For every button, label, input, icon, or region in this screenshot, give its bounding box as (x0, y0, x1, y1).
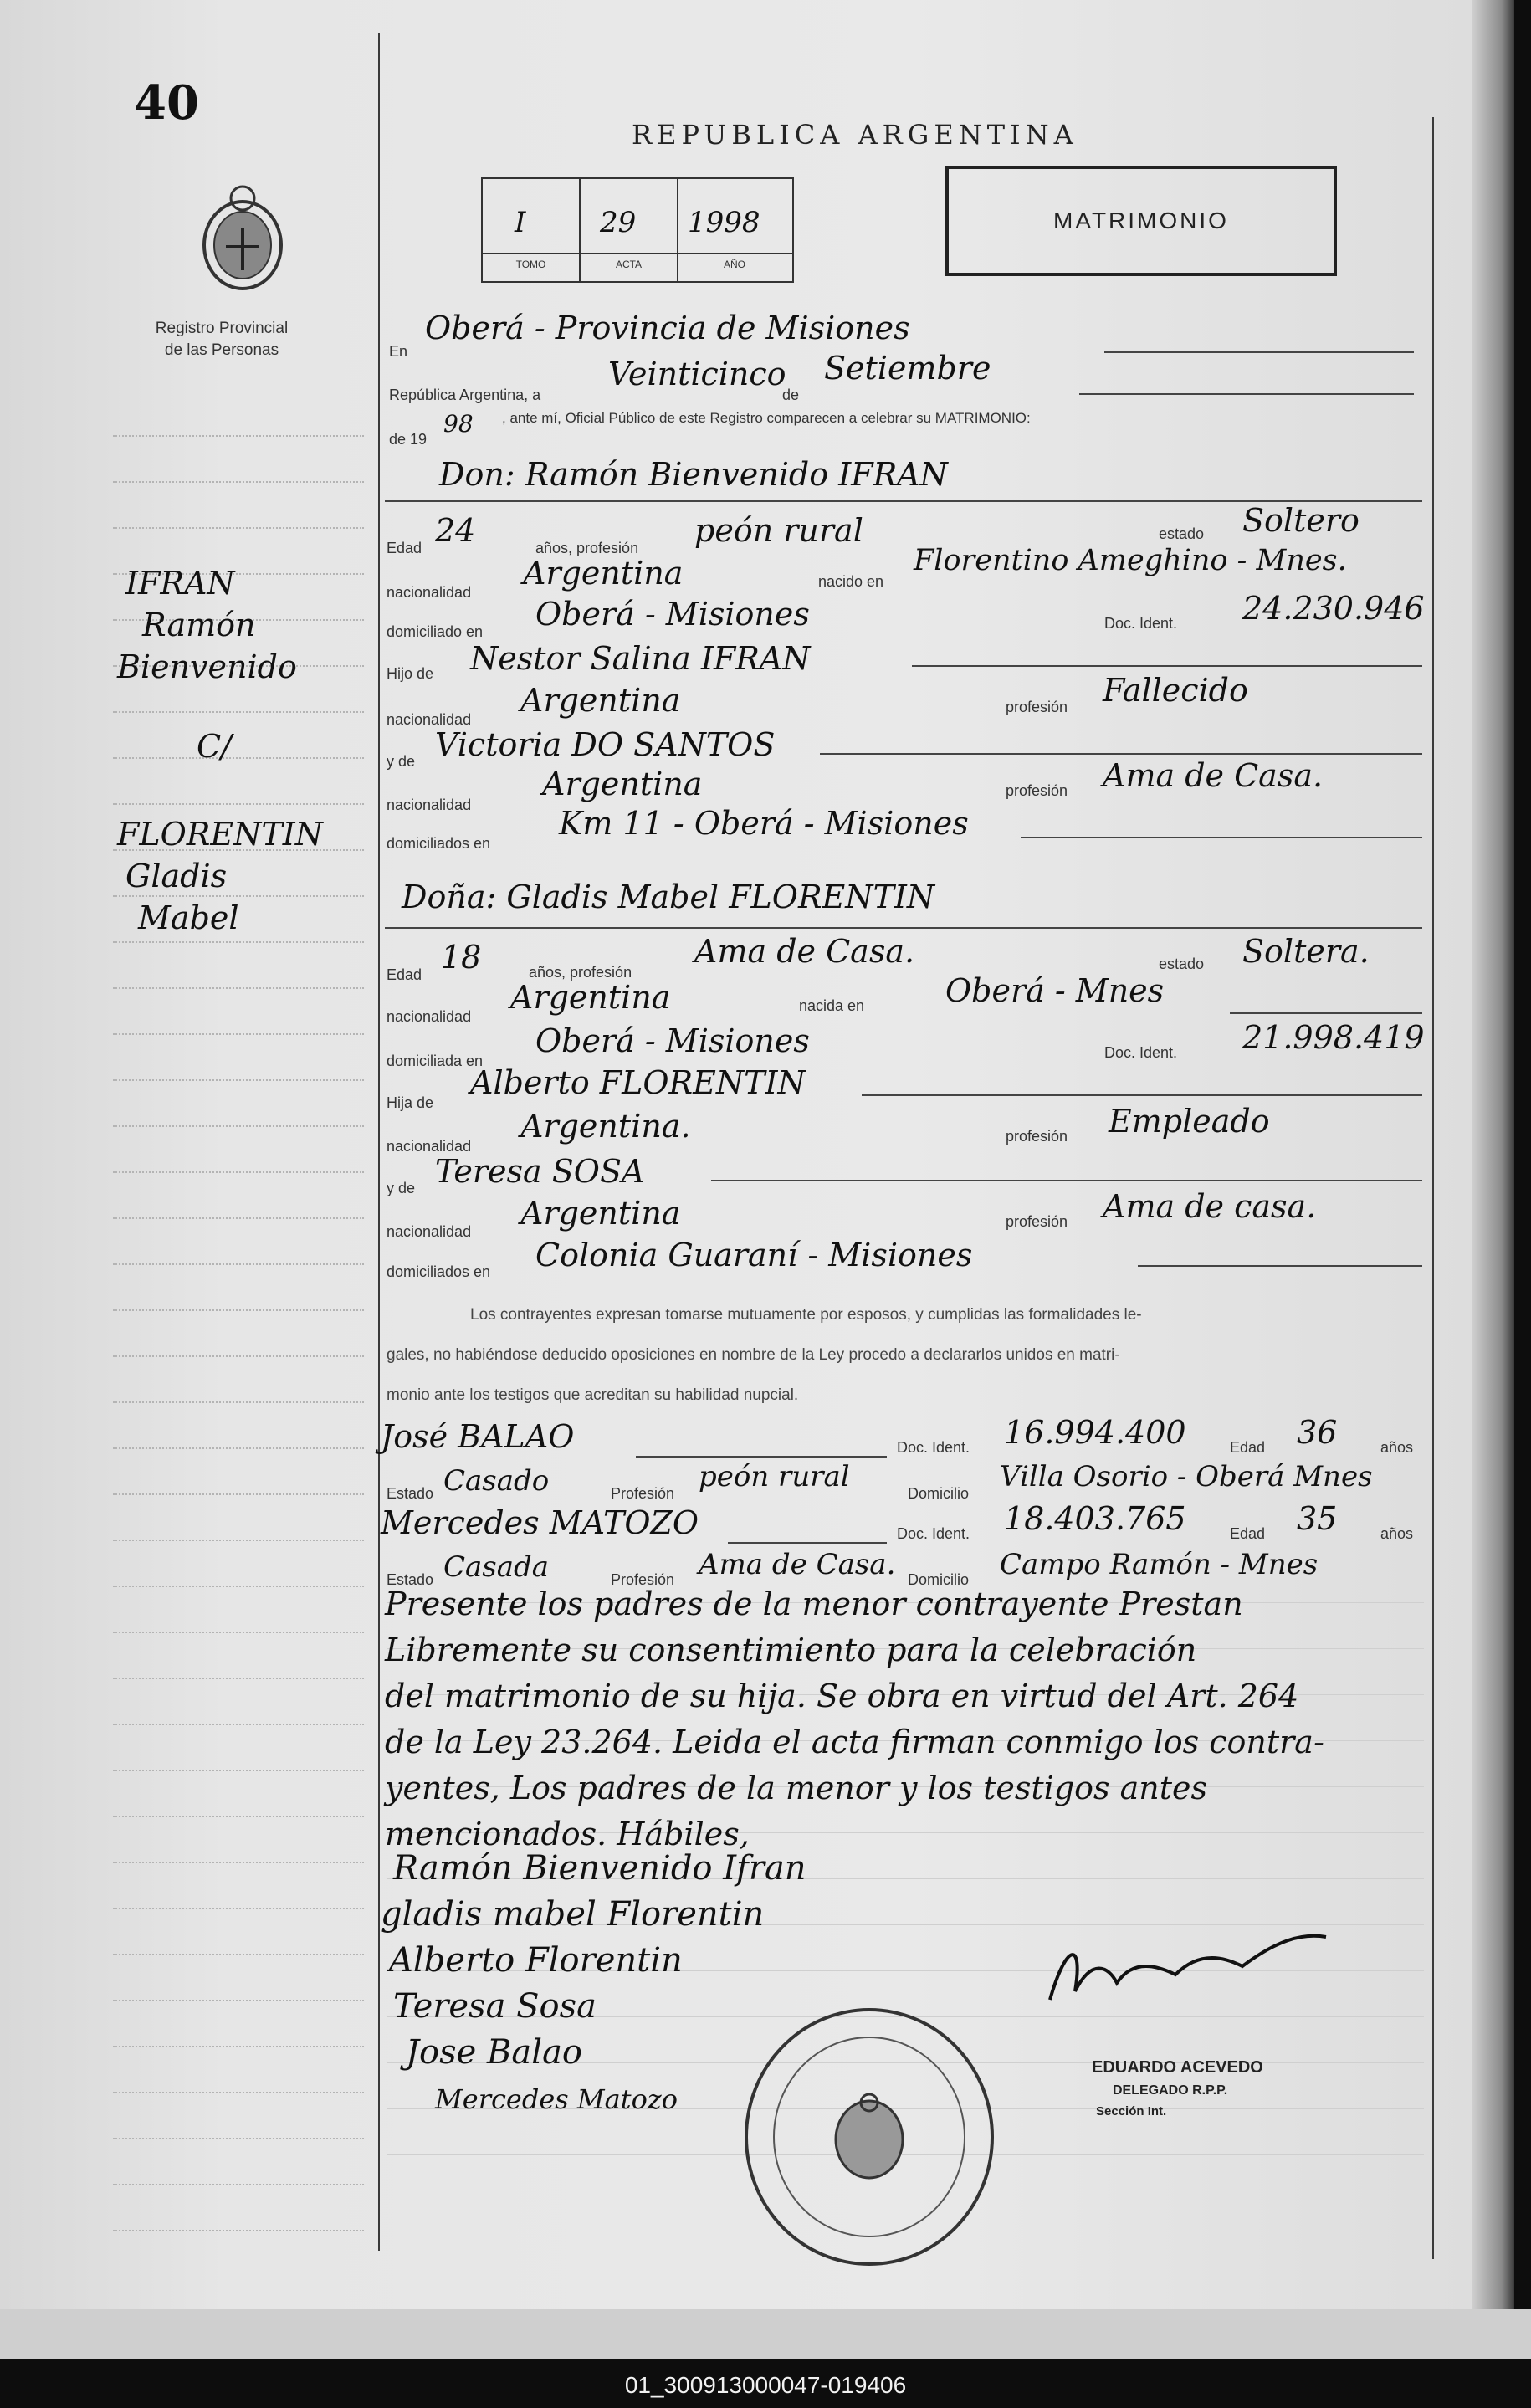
month: Setiembre (824, 350, 991, 387)
scan-filename: 01_300913000047-019406 (624, 2372, 907, 2398)
ano-label: AÑO (723, 259, 745, 270)
book-spine (1472, 0, 1514, 2309)
place: Oberá - Provincia de Misiones (425, 310, 910, 346)
register-reference-box (481, 177, 794, 283)
registry-name: Registro Provincial de las Personas (155, 320, 289, 359)
country-title: REPUBLICA ARGENTINA (632, 119, 1078, 151)
acta-value: 29 (600, 206, 637, 239)
declaration-text: Los contrayentes expresan tomarse mutuamente por esposos, y cumplidas las formalidades le- gales, no habiéndose deducido oposiciones en nombre de la Ley procedo a declararlos unidos en matri- monio ante los testigos que acreditan su habilidad nupcial. (387, 1306, 1142, 1404)
page-number: 40 (134, 75, 199, 131)
register-page: 40 Registro Provincial de las Personas REPUBLICA ARGENTINA I 29 1998 TOMO ACTA AÑO MATRIMONIO IFRAN Ramón Bienvenido C/ FLORENTIN Gladis Mabel En Oberá - Provincia de Misiones República Argentina, a Veinticinco de Setiembre de 19 98 , ante mí, Oficial Público de este Registro comparecen a celebrar su MATRIMONIO: Don: Ramón Bienvenido IFRAN Edad 24 años, profesión peón rural estado Soltero nacionalidad Argentina nacido en Florentino Ameghino - Mnes. domiciliado en Oberá - Misiones Doc. Ident. 24.230.946 Hijo de Nestor Salina IFRAN nacionalidad Argentina profesión Fallecido y de Victoria DO SANTOS nacionalidad Argentina profesión Ama de Casa. domiciliados en Km 11 - Oberá - Misiones Doña: Gladis Mabel FLORENTIN Edad 18 años, profesión Ama de Casa. estado Soltera. nacionalidad Argentina nacida en Oberá - Mnes domiciliada en Oberá - Misiones Doc. Ident. 21.998.419 Hija de Alberto FLORENTIN nacionalidad Argentina. profesión Empleado y de Teresa SOSA nacionalidad Argentina profesión Ama de casa. domiciliados en Colonia Guaraní - Misiones Los contrayentes expresan tomarse mutuamente por esposos, y cumplidas las formalidades le- gales, no habiéndose deducido oposiciones en nombre de la Ley procedo a declararlos unidos en matri- monio ante los testigos que acreditan su habilidad nupcial. José BALAO Doc. Ident. 16.994.400 Edad 36 años Estado Casado Profesión peón rural Domicilio Villa Osorio - Oberá Mnes Mercedes MATOZO Doc. Ident. 18.403.765 Edad 35 años Estado Casada Profesión Ama de Casa. Domicilio Campo Ramón - Mnes Presente los padres de la menor contrayente Prestan Libremente su consentimiento para la celebración del matrimonio de su hija. Se obra en virtud del Art. 264 de la Ley 23.264. Leida el acta firman conmigo los contra- yentes, Los padres de la menor y los testigos antes mencionados. Hábiles, Ramón Bienvenido Ifran gladis mabel Florentin Alberto Florentin Teresa Sosa Jose Balao Mercedes Matozo EDUARDO ACEVEDO DELEGADO R.P.P. Sección Int. (0, 0, 1514, 2309)
acta-label: ACTA (615, 259, 643, 270)
day: Veinticinco (608, 356, 786, 392)
official-seal-icon (745, 2008, 994, 2266)
tomo-label: TOMO (515, 259, 546, 270)
official-signature-icon (1033, 1924, 1334, 2029)
right-margin-rule (1432, 117, 1434, 2259)
stamp-section: Sección Int. (1096, 2104, 1167, 2119)
bride-heading: Doña: Gladis Mabel FLORENTIN (402, 879, 935, 915)
left-margin-rule (378, 33, 380, 2251)
tomo-value: I (515, 206, 526, 239)
ano-value: 1998 (688, 206, 760, 239)
stamp-role: DELEGADO R.P.P. (1113, 2083, 1228, 2098)
act-type-box: MATRIMONIO (945, 166, 1337, 276)
scan-bottom-strip (0, 2309, 1531, 2359)
stamp-name: EDUARDO ACEVEDO (1092, 2058, 1263, 2077)
year: 98 (443, 410, 474, 438)
coat-of-arms-icon (192, 180, 293, 301)
groom-heading: Don: Ramón Bienvenido IFRAN (439, 456, 948, 493)
